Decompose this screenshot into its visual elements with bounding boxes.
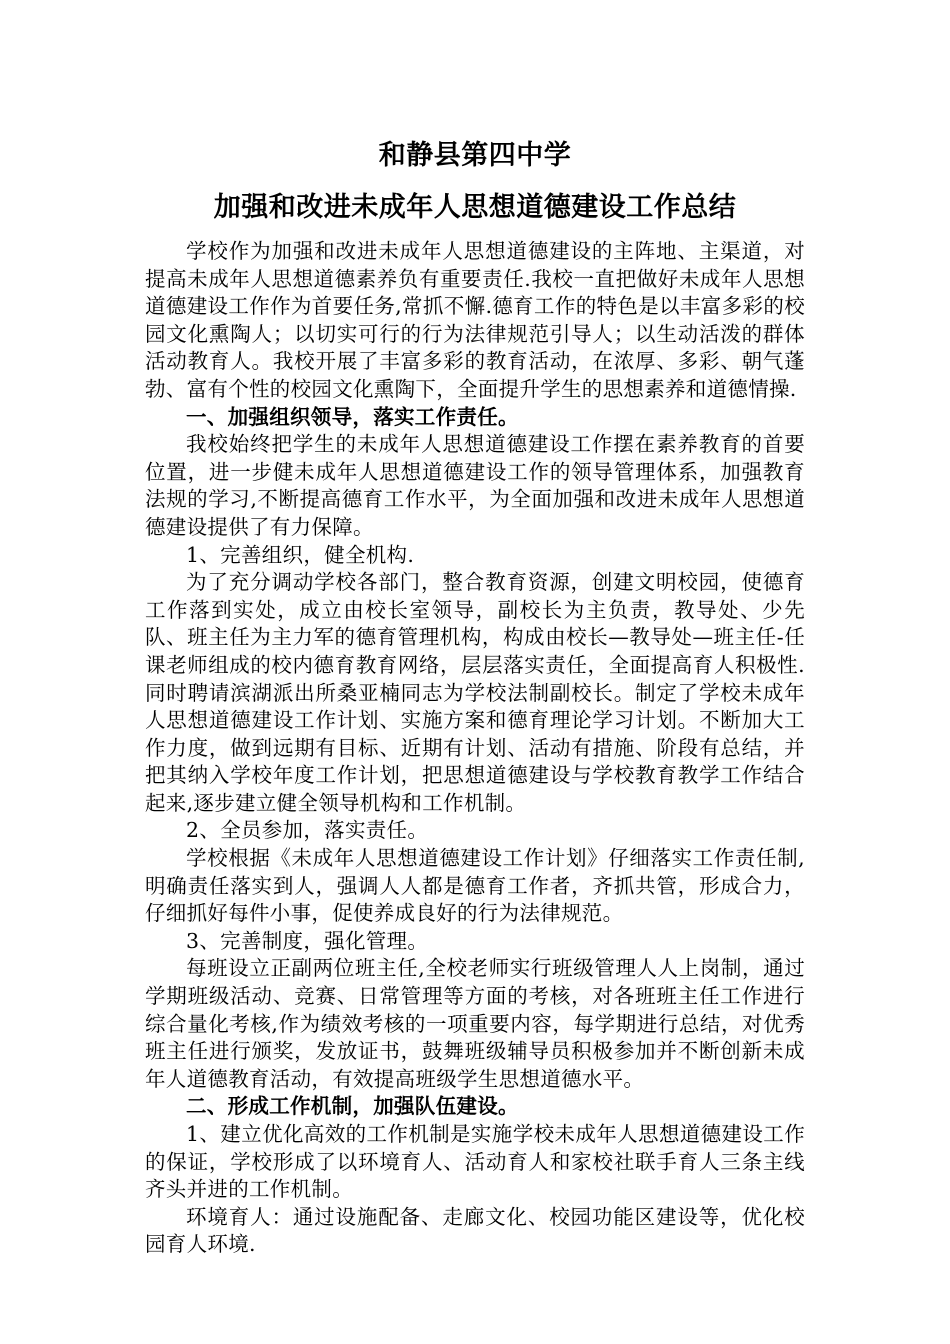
document-page: [145, 130, 805, 1259]
subheading: 1、完善组织，健全机构.: [186, 542, 415, 567]
section-heading-1: 一、加强组织领导，落实工作责任。: [186, 404, 519, 429]
document-title-main: 加强和改进未成年人思想道德建设工作总结: [213, 192, 737, 223]
paragraph: 我校始终把学生的未成年人思想道德建设工作摆在素养教育的首要位置，进一步健未成年人思想道德建设工作的领导管理体系，加强教育法规的学习,不断提高德育工作水平，为全面加强和改进未成年人思想道德建设提供了有力保障。: [145, 432, 805, 539]
paragraph-intro: 学校作为加强和改进未成年人思想道德建设的主阵地、主渠道，对提高未成年人思想道德素养负有重要责任.我校一直把做好未成年人思想道德建设工作作为首要任务,常抓不懈.德育工作的特色是以丰富多彩的校园文化熏陶人；以切实可行的行为法律规范引导人；以生动活泼的群体活动教育人。我校开展了丰富多彩的教育活动，在浓厚、多彩、朝气蓬勃、富有个性的校园文化熏陶下，全面提升学生的思想素养和道德情操.: [145, 239, 805, 401]
paragraph: 1、建立优化高效的工作机制是实施学校未成年人思想道德建设工作的保证，学校形成了以环境育人、活动育人和家校社联手育人三条主线齐头并进的工作机制。: [145, 1122, 805, 1202]
paragraph: 环境育人：通过设施配备、走廊文化、校园功能区建设等，优化校园育人环境.: [145, 1204, 805, 1257]
subheading: 2、全员参加，落实责任。: [186, 818, 429, 843]
section-heading-2: 二、形成工作机制，加强队伍建设。: [186, 1094, 519, 1119]
subheading: 3、完善制度，强化管理。: [186, 928, 429, 953]
paragraph: 学校根据《未成年人思想道德建设工作计划》仔细落实工作责任制,明确责任落实到人，强调人人都是德育工作者，齐抓共管，形成合力，仔细抓好每件小事，促使养成良好的行为法律规范。: [145, 846, 805, 926]
paragraph: 为了充分调动学校各部门，整合教育资源，创建文明校园，使德育工作落到实处，成立由校长室领导，副校长为主负责，教导处、少先队、班主任为主力军的德育管理机构，构成由校长—教导处—班主任-任课老师组成的校内德育教育网络，层层落实责任，全面提高育人积极性.同时聘请滨湖派出所桑亚楠同志为学校法制副校长。制定了学校未成年人思想道德建设工作计划、实施方案和德育理论学习计划。不断加大工作力度，做到远期有目标、近期有计划、活动有措施、阶段有总结，并把其纳入学校年度工作计划，把思想道德建设与学校教育教学工作结合起来,逐步建立健全领导机构和工作机制。: [145, 570, 805, 815]
document-title-school: 和静县第四中学: [378, 140, 572, 171]
paragraph: 每班设立正副两位班主任,全校老师实行班级管理人人上岗制，通过学期班级活动、竞赛、日常管理等方面的考核，对各班班主任工作进行综合量化考核,作为绩效考核的一项重要内容，每学期进行总结，对优秀班主任进行颁奖，发放证书，鼓舞班级辅导员积极参加并不断创新未成年人道德教育活动，有效提高班级学生思想道德水平。: [145, 956, 805, 1091]
